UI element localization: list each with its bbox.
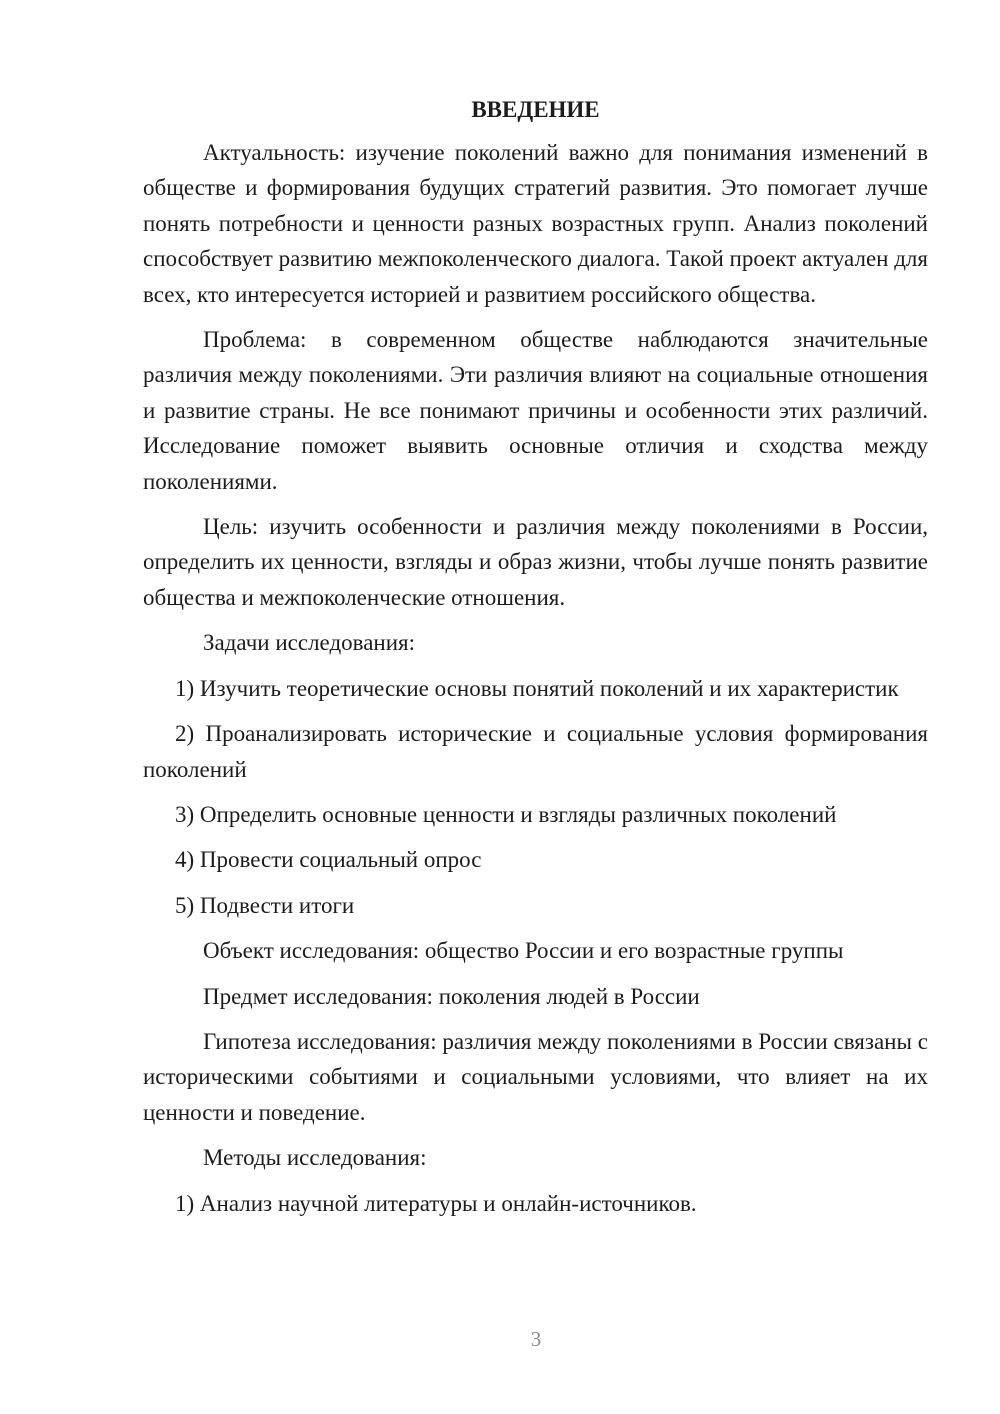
task-item: 1) Изучить теоретические основы понятий поколений и их характеристик bbox=[175, 675, 899, 701]
hypothesis-paragraph: Гипотеза исследования: различия между поколениями в России связаны с историческими событиями и социальными условиями, что влияет на их ценности и поведение. bbox=[143, 1028, 928, 1125]
page-number: 3 bbox=[530, 1327, 542, 1351]
page-content bbox=[143, 92, 928, 1231]
task-item: 3) Определить основные ценности и взгляды различных поколений bbox=[175, 801, 837, 827]
subject-line: Предмет исследования: поколения людей в России bbox=[203, 983, 700, 1009]
tasks-title: Задачи исследования: bbox=[203, 630, 416, 656]
methods-title: Методы исследования: bbox=[203, 1145, 427, 1171]
task-item: 2) Проанализировать исторические и социальные условия формирования поколений bbox=[143, 721, 928, 782]
page-title: ВВЕДЕНИЕ bbox=[471, 97, 600, 122]
task-item: 5) Подвести итоги bbox=[175, 892, 355, 918]
object-line: Объект исследования: общество России и его возрастные группы bbox=[203, 938, 844, 964]
relevance-paragraph: Актуальность: изучение поколений важно для понимания изменений в обществе и формирования будущих стратегий развития. Это помогает лучше понять потребности и ценности разных возрастных групп. Анализ поколений способствует развитию межпоколенческого диалога. Такой проект актуален для всех, кто интересуется историей и развитием российского общества. bbox=[143, 140, 928, 307]
problem-paragraph: Проблема: в современном обществе наблюдаются значительные различия между поколениями. Эти различия влияют на социальные отношения и развитие страны. Не все понимают причины и особенности этих различий. Исследование поможет выявить основные отличия и сходства между поколениями. bbox=[143, 327, 928, 494]
task-item: 4) Провести социальный опрос bbox=[175, 847, 482, 873]
method-item: 1) Анализ научной литературы и онлайн-источников. bbox=[175, 1190, 697, 1216]
goal-paragraph: Цель: изучить особенности и различия между поколениями в России, определить их ценности, взгляды и образ жизни, чтобы лучше понять развитие общества и межпоколенческие отношения. bbox=[143, 514, 928, 610]
